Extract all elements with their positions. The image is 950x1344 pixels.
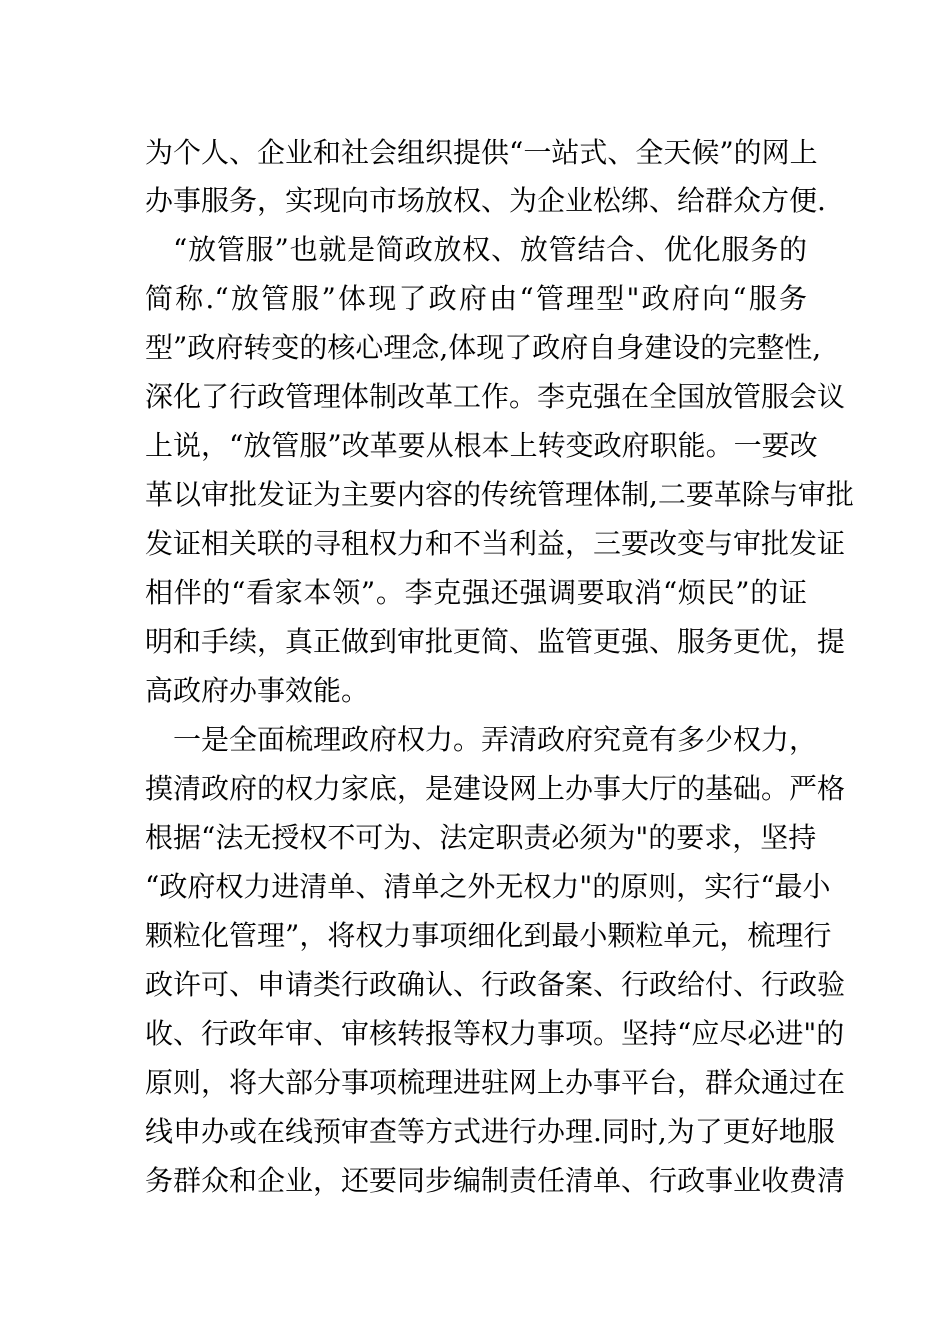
text-line: “放管服”也就是简政放权、放管结合、优化服务的 [173, 233, 807, 266]
text-line: 线申办或在线预审查等方式进行办理.同时,为了更好地服 [145, 1115, 835, 1148]
text-line: 革以审批发证为主要内容的传统管理体制,二要革除与审批 [145, 478, 854, 511]
text-line: 简称.“放管服”体现了政府由“管理型"政府向“服务 [145, 282, 807, 315]
text-line: 相伴的“看家本领”。李克强还强调要取消“烦民”的证 [145, 576, 807, 609]
text-line: 深化了行政管理体制改革工作。李克强在全国放管服会议 [145, 380, 846, 413]
text-line: 一是全面梳理政府权力。弄清政府究竟有多少权力， [173, 723, 818, 756]
text-line: 为个人、企业和社会组织提供“一站式、全天候”的网上 [145, 136, 818, 169]
text-line: 上说，“放管服”改革要从根本上转变政府职能。一要改 [145, 429, 818, 462]
text-line: 务群众和企业，还要同步编制责任清单、行政事业收费清 [145, 1164, 846, 1197]
text-line: 收、行政年审、审核转报等权力事项。坚持“应尽必进"的 [145, 1017, 845, 1050]
text-line: 颗粒化管理”，将权力事项细化到最小颗粒单元，梳理行 [145, 919, 832, 952]
text-line: “政府权力进清单、清单之外无权力"的原则，实行“最小 [145, 870, 831, 903]
text-line: 明和手续，真正做到审批更简、监管更强、服务更优，提 [145, 625, 846, 658]
text-line: 型”政府转变的核心理念,体现了政府自身建设的完整性, [145, 331, 822, 364]
text-line: 原则，将大部分事项梳理进驻网上办事平台，群众通过在 [145, 1066, 846, 1099]
text-line: 办事服务，实现向市场放权、为企业松绑、给群众方便. [145, 184, 826, 217]
text-line: 根据“法无授权不可为、法定职责必须为"的要求，坚持 [145, 821, 817, 854]
text-line: 高政府办事效能。 [145, 674, 370, 707]
text-line: 摸清政府的权力家底，是建设网上办事大厅的基础。严格 [145, 772, 846, 805]
text-line: 发证相关联的寻租权力和不当利益，三要改变与审批发证 [145, 527, 846, 560]
text-line: 政许可、申请类行政确认、行政备案、行政给付、行政验 [145, 968, 846, 1001]
